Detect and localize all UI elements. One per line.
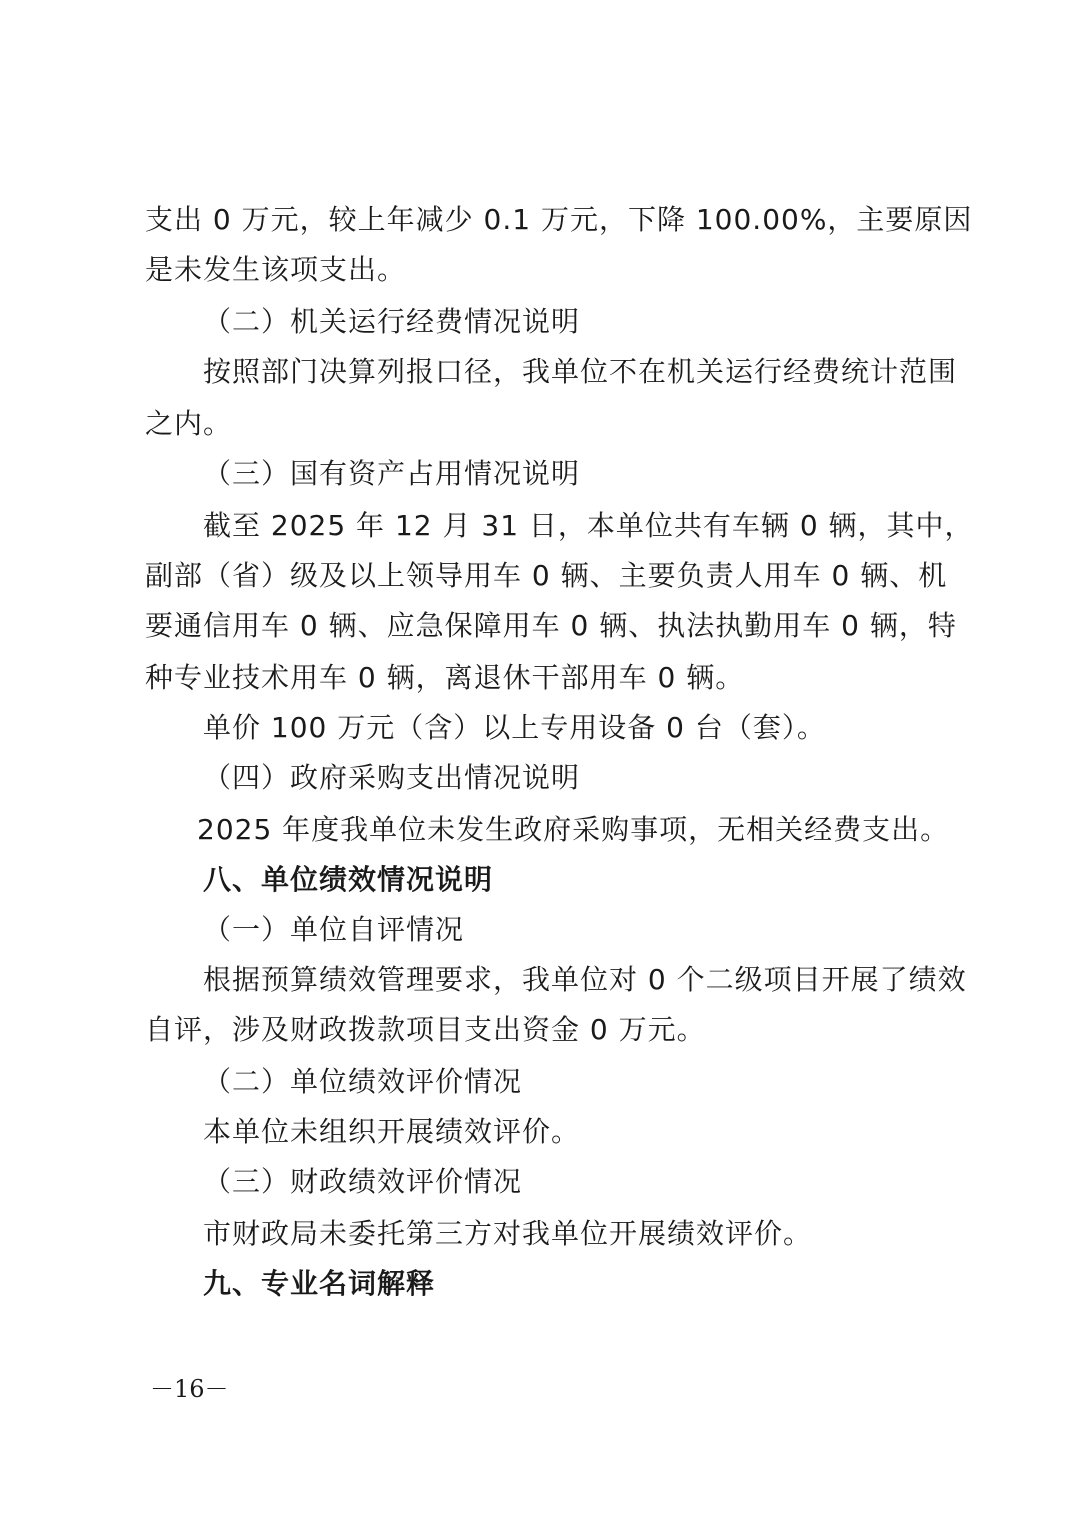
- body-text-line: 本单位未组织开展绩效评价。: [203, 1115, 581, 1148]
- body-text-line: 单价 100 万元（含）以上专用设备 0 台（套）。: [203, 711, 826, 744]
- subsection-heading: （三）国有资产占用情况说明: [203, 457, 581, 490]
- body-text-line: 支出 0 万元，较上年减少 0.1 万元，下降 100.00%，主要原因: [145, 203, 973, 236]
- subsection-heading: （一）单位自评情况: [203, 913, 465, 946]
- section-heading: 八、单位绩效情况说明: [203, 863, 494, 896]
- body-text-line: 截至 2025 年 12 月 31 日，本单位共有车辆 0 辆，其中，: [203, 509, 974, 542]
- body-text-line: 2025 年度我单位未发生政府采购事项，无相关经费支出。: [197, 813, 950, 846]
- subsection-heading: （四）政府采购支出情况说明: [203, 761, 581, 794]
- page-number: －16－: [150, 1375, 229, 1403]
- body-text-line: 要通信用车 0 辆、应急保障用车 0 辆、执法执勤用车 0 辆，特: [145, 609, 957, 642]
- body-text-line: 副部（省）级及以上领导用车 0 辆、主要负责人用车 0 辆、机: [145, 559, 948, 592]
- body-text-line: 之内。: [145, 407, 233, 440]
- body-text-line: 是未发生该项支出。: [145, 253, 407, 286]
- body-text-line: 按照部门决算列报口径，我单位不在机关运行经费统计范围: [203, 355, 958, 388]
- subsection-heading: （二）机关运行经费情况说明: [203, 305, 581, 338]
- body-text-line: 种专业技术用车 0 辆，离退休干部用车 0 辆。: [145, 661, 745, 694]
- body-text-line: 自评，涉及财政拨款项目支出资金 0 万元。: [145, 1013, 706, 1046]
- subsection-heading: （三）财政绩效评价情况: [203, 1165, 523, 1198]
- body-text-line: 市财政局未委托第三方对我单位开展绩效评价。: [203, 1217, 813, 1250]
- section-heading: 九、专业名词解释: [203, 1267, 436, 1300]
- subsection-heading: （二）单位绩效评价情况: [203, 1065, 523, 1098]
- body-text-line: 根据预算绩效管理要求，我单位对 0 个二级项目开展了绩效: [203, 963, 967, 996]
